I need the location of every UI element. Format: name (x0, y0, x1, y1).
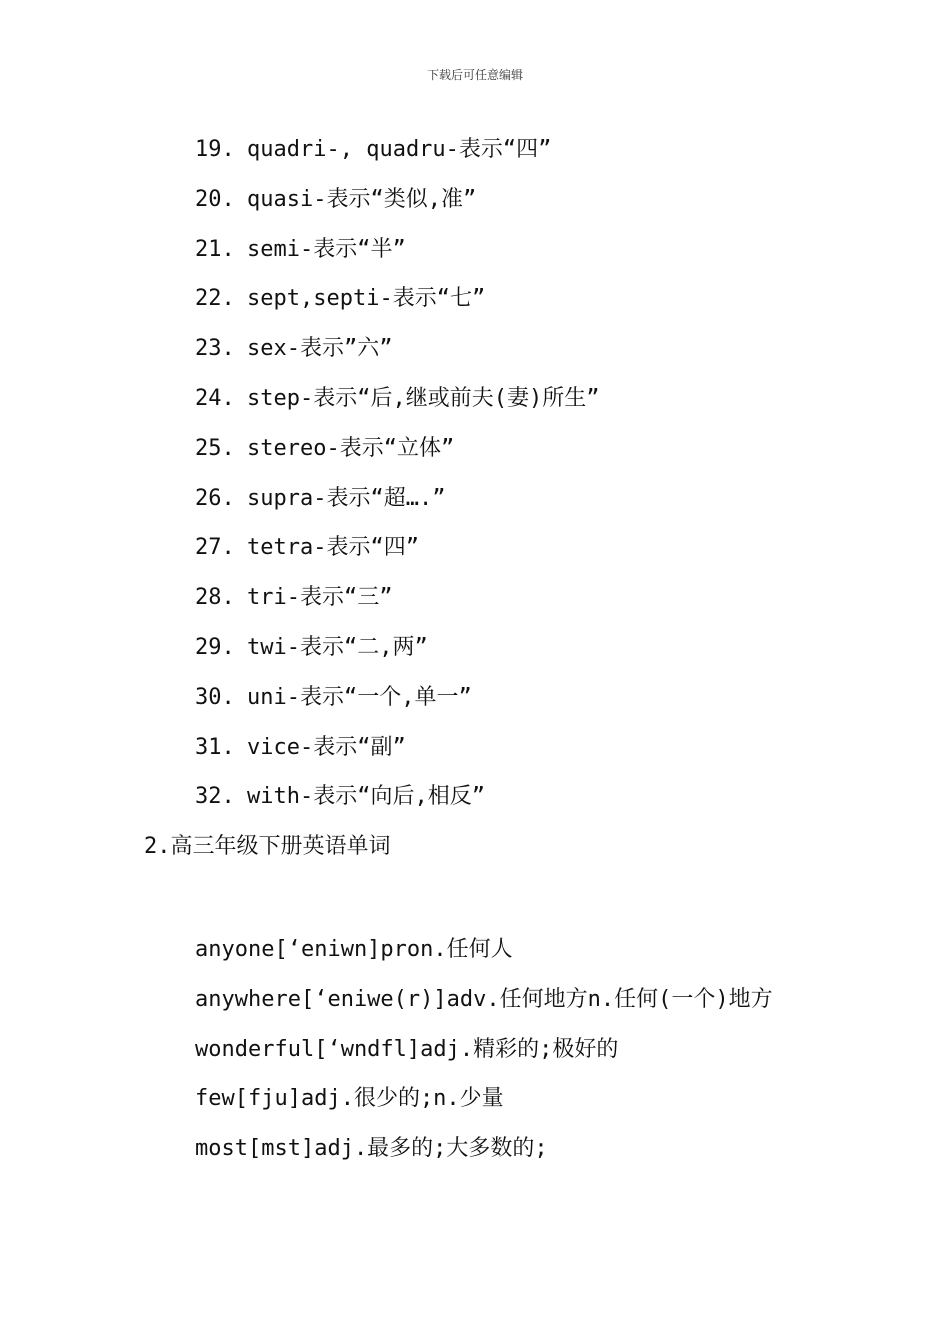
item-text: stereo-表示“立体” (247, 435, 455, 461)
item-text: supra-表示“超….” (247, 485, 446, 511)
item-text: tetra-表示“四” (247, 535, 419, 561)
item-text: tri-表示“三” (247, 585, 393, 611)
item-number: 26. (195, 485, 235, 511)
item-text: twi-表示“二,两” (247, 634, 428, 660)
list-item (195, 178, 599, 228)
item-number: 28. (195, 585, 235, 611)
item-text: quadri-, quadru-表示“四” (247, 137, 552, 162)
list-item (195, 676, 599, 726)
item-number: 27. (195, 535, 235, 561)
list-item (195, 228, 599, 278)
list-item (195, 775, 599, 825)
list-item (195, 726, 599, 776)
list-item (195, 277, 599, 327)
item-text: uni-表示“一个,单一” (247, 684, 472, 710)
item-number: 30. (195, 684, 235, 710)
item-number: 23. (195, 336, 235, 362)
item-number: 22. (195, 286, 235, 312)
item-text: semi-表示“半” (247, 236, 406, 262)
prefix-list (195, 128, 599, 825)
vocab-entry: anyone[‘eniwn]pron.任何人 (195, 937, 513, 962)
item-number: 31. (195, 734, 235, 760)
header-note: 下载后可任意编辑 (426, 68, 523, 82)
item-text: step-表示“后,继或前夫(妻)所生” (247, 385, 600, 411)
list-item (195, 377, 599, 427)
item-number: 32. (195, 784, 235, 810)
item-text: with-表示“向后,相反” (247, 784, 485, 810)
list-item (195, 128, 599, 178)
vocab-entry: wonderful[‘wndfl]adj.精彩的;极好的 (195, 1036, 619, 1062)
vocabulary-list (144, 925, 814, 1174)
vocab-entry: few[fju]adj.很少的;n.少量 (195, 1086, 504, 1112)
list-item (195, 576, 599, 626)
item-number: 21. (195, 236, 235, 262)
vocab-entry: most[mst]adj.最多的;大多数的; (195, 1136, 548, 1162)
item-number: 19. (195, 137, 235, 162)
list-item (195, 626, 599, 676)
item-text: sex-表示”六” (247, 336, 393, 362)
item-number: 20. (195, 186, 235, 212)
item-number: 29. (195, 634, 235, 660)
item-number: 25. (195, 435, 235, 461)
section-heading: 2.高三年级下册英语单词 (144, 834, 391, 859)
list-item (195, 327, 599, 377)
item-text: quasi-表示“类似,准” (247, 186, 477, 212)
list-item (195, 427, 599, 477)
item-text: sept,septi-表示“七” (247, 286, 486, 312)
item-text: vice-表示“副” (247, 734, 406, 760)
item-number: 24. (195, 385, 235, 411)
list-item (195, 477, 599, 527)
vocab-entry: anywhere[‘eniwe(r)]adv.任何地方n.任何(一个)地方 (195, 986, 773, 1012)
list-item (195, 526, 599, 576)
